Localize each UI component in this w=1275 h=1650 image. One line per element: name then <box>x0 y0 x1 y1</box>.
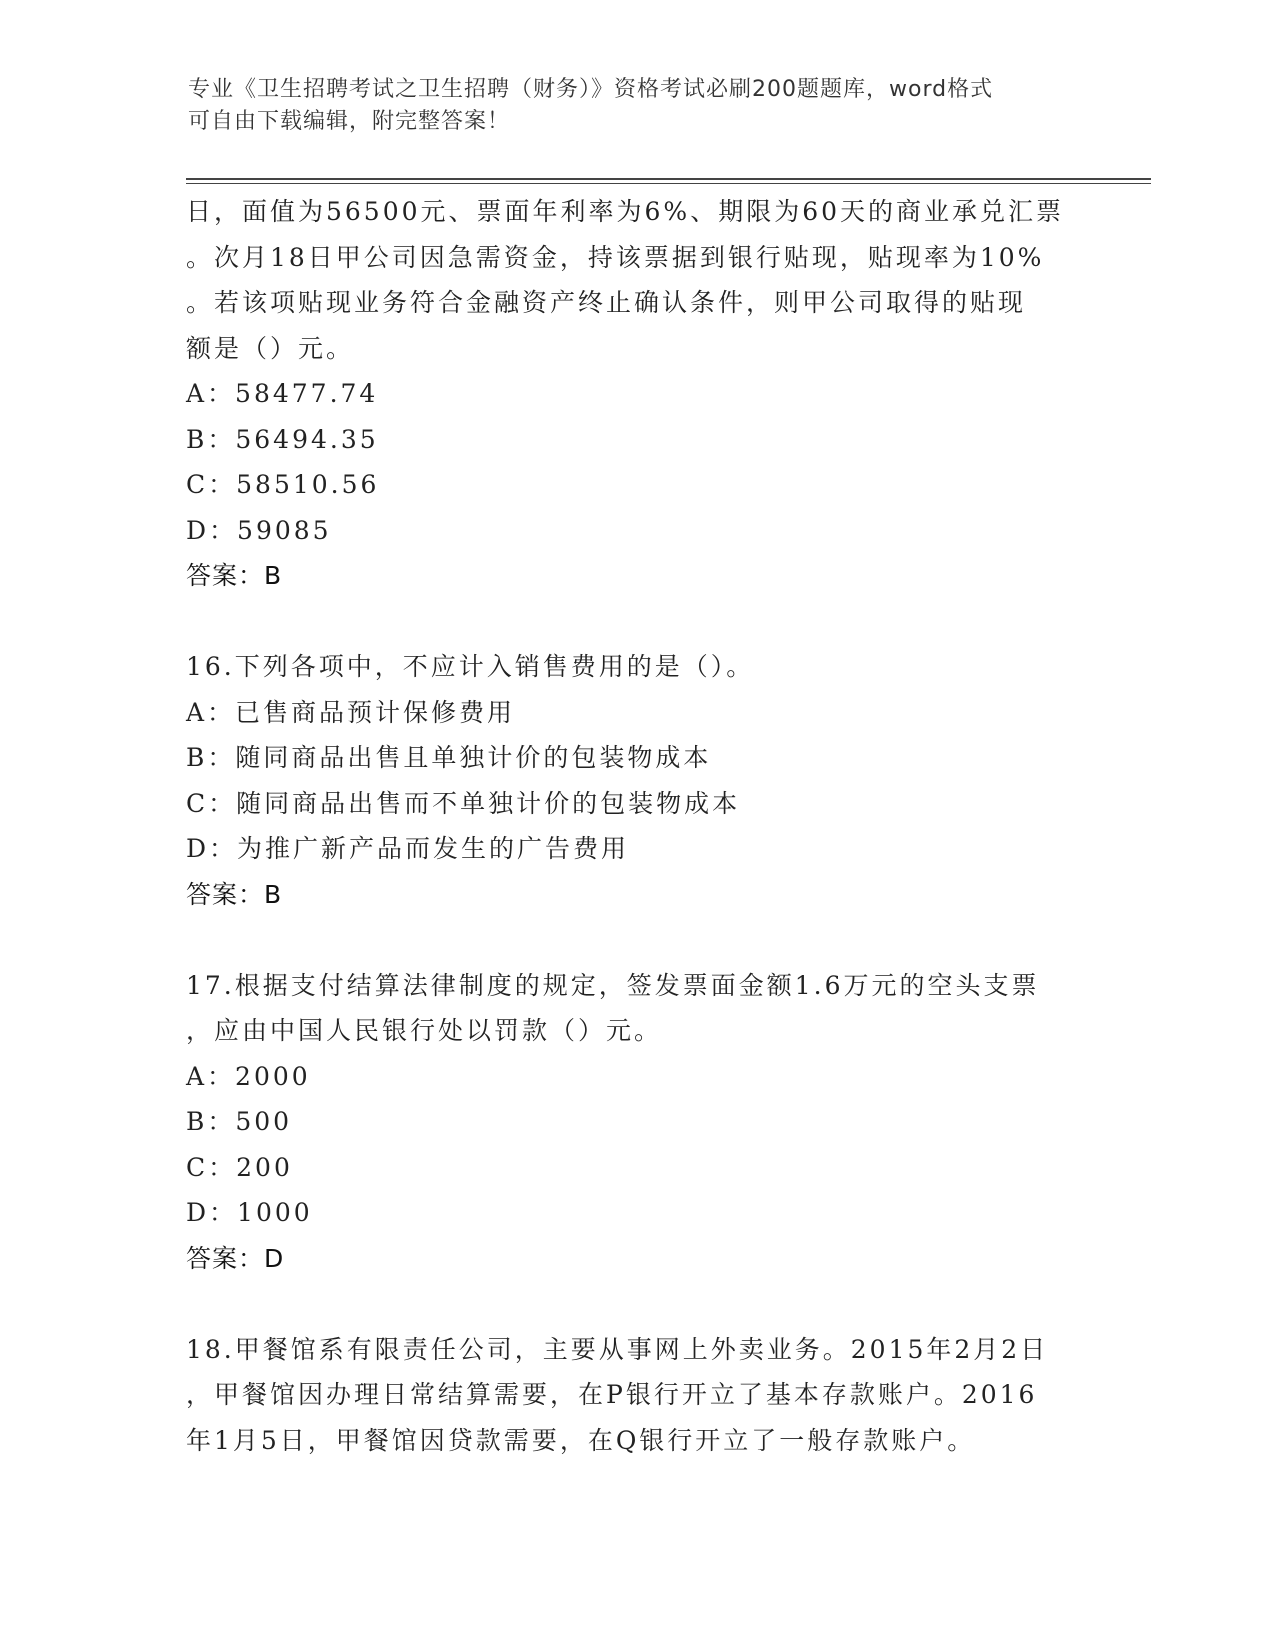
option-d: D：1000 <box>186 1198 313 1227</box>
option-b: B：56494.35 <box>186 424 379 454</box>
header-rule-thick <box>186 178 1151 180</box>
spacer <box>186 1281 1086 1327</box>
question-15-continued <box>186 189 1086 599</box>
question-text-line: ，应由中国人民银行处以罚款（）元。 <box>186 1016 663 1045</box>
option-d: D：为推广新产品而发生的广告费用 <box>186 834 630 863</box>
answer-line: 答案：D <box>186 1243 285 1273</box>
page-header <box>188 74 1088 138</box>
spacer <box>186 599 1086 645</box>
option-c: C：200 <box>186 1152 293 1182</box>
question-text-line: ，甲餐馆因办理日常结算需要，在P银行开立了基本存款账户。2016 <box>186 1380 1038 1409</box>
option-b: B：随同商品出售且单独计价的包装物成本 <box>186 743 712 772</box>
header-title-line-1: 专业《卫生招聘考试之卫生招聘（财务）》资格考试必刷200题题库，word格式 <box>188 77 994 102</box>
question-text-line: 。若该项贴现业务符合金融资产终止确认条件，则甲公司取得的贴现 <box>186 288 1027 317</box>
option-a: A：已售商品预计保修费用 <box>186 697 516 727</box>
answer-line: 答案：B <box>186 561 283 590</box>
answer-line: 答案：B <box>186 879 283 909</box>
option-c: C：随同商品出售而不单独计价的包装物成本 <box>186 788 741 818</box>
header-title-line-2: 可自由下载编辑，附完整答案！ <box>188 109 511 134</box>
header-rule-thin <box>186 183 1151 184</box>
question-text-line: 。次月18日甲公司因急需资金，持该票据到银行贴现，贴现率为10% <box>186 242 1045 272</box>
question-text-line: 额是（）元。 <box>186 333 355 363</box>
option-d: D：59085 <box>186 515 332 545</box>
question-18 <box>186 1327 1086 1464</box>
question-text-line: 日，面值为56500元、票面年利率为6%、期限为60天的商业承兑汇票 <box>186 197 1065 226</box>
option-b: B：500 <box>186 1107 293 1136</box>
question-16 <box>186 644 1086 917</box>
question-content <box>186 189 1086 1463</box>
spacer <box>186 917 1086 963</box>
option-a: A：58477.74 <box>186 379 379 408</box>
option-a: A：2000 <box>186 1061 311 1091</box>
question-text-line: 17.根据支付结算法律制度的规定，签发票面金额1.6万元的空头支票 <box>186 970 1040 1000</box>
question-text-line: 18.甲餐馆系有限责任公司，主要从事网上外卖业务。2015年2月2日 <box>186 1334 1049 1364</box>
question-17 <box>186 963 1086 1282</box>
question-text-line: 年1月5日，甲餐馆因贷款需要，在Q银行开立了一般存款账户。 <box>186 1425 976 1455</box>
option-c: C：58510.56 <box>186 470 380 499</box>
question-text-line: 16.下列各项中，不应计入销售费用的是（）。 <box>186 652 755 681</box>
